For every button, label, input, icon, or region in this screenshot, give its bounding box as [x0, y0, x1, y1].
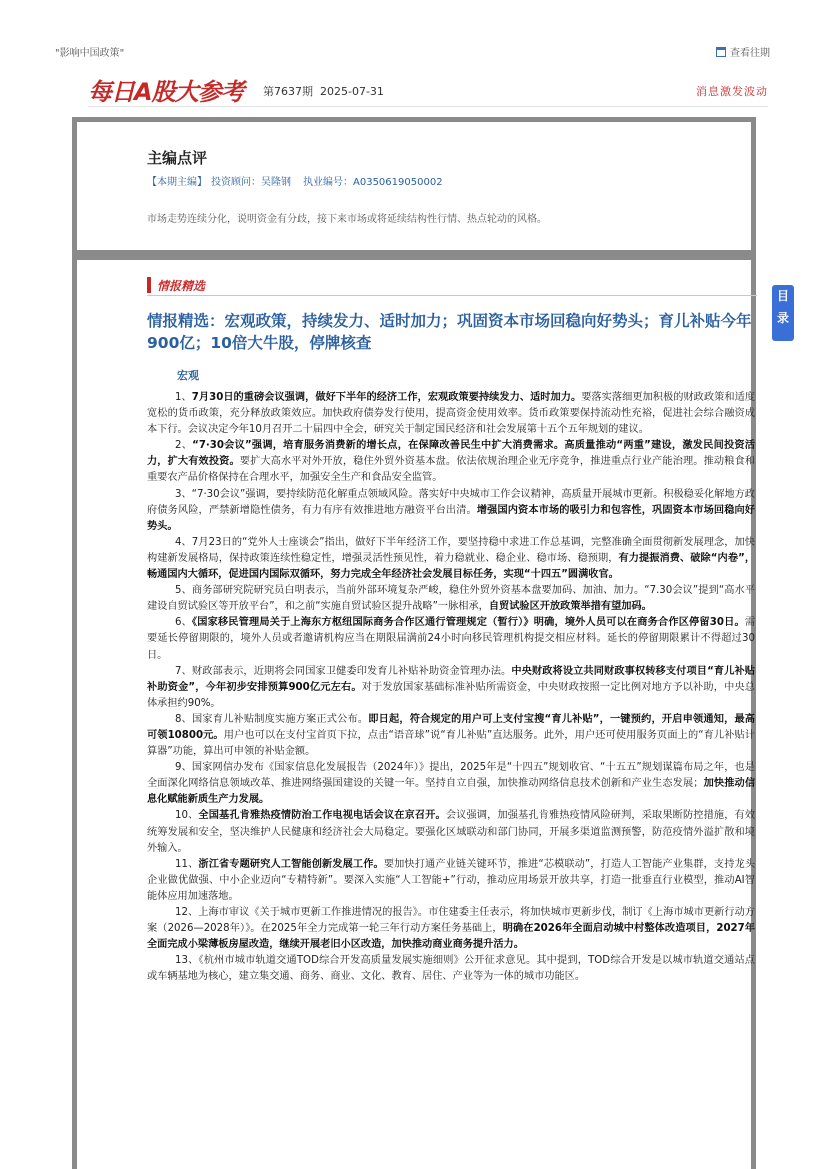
issue-info	[263, 83, 384, 99]
editor-role: 【本期主编】	[147, 177, 207, 188]
news-text: 要落实落细更加积极的财政政策和适度宽松的货币政策，充分释放政策效应。加快政府债券发行使用，提高资金使用效率。货币政策要保持流动性充裕，促进社会综合融资成本下行。会议决定今年10月召开二十届四中全会，研究关于制定国民经济和社会发展第十五个五年规划的建议。	[147, 392, 755, 436]
slogan: "影响中国政策"	[55, 48, 125, 59]
section-tag-bar	[147, 277, 151, 293]
news-text: 8、国家育儿补贴制度实施方案正式公布。	[175, 713, 369, 725]
news-text: 要加快打通产业链关键环节，推进“芯模联动”，打造人工智能产业集群，支持龙头企业做优做强、中小企业迈向“专精特新”。要深入实施“人工智能+”行动，推动应用场景开放共享，打造一批垂直行业模型，推动AI智能体应用加速落地。	[147, 858, 756, 902]
news-text: 11、	[175, 858, 199, 870]
news-highlight: 《国家移民管理局关于上海东方枢纽国际商务合作区通行管理规定（暂行）》明确，境外人员可以在商务合作区停留30日。	[192, 617, 745, 629]
intel-section	[72, 255, 756, 1169]
editor-comment: 市场走势连续分化，说明资金有分歧，接下来市场或将延续结构性行情、热点轮动的风格。	[147, 214, 547, 225]
calendar-icon	[716, 47, 726, 57]
news-highlight: 明确在2026年全面启动城中村整体改造项目，2027年全面完成小梁薄板房屋改造，继续开展老旧小区改造，加快推动商业商务提升活力。	[147, 923, 755, 951]
news-text: 对于发放国家基础标准补贴所需资金，中央财政按照一定比例对地方予以补助，中央总体承担约90%。	[147, 681, 755, 709]
news-item	[147, 438, 755, 486]
news-item	[147, 712, 755, 760]
advisor-name: 投资顾问：吴隆钢	[211, 177, 291, 188]
issue-date: 2025-07-31	[320, 85, 384, 98]
news-text: 需要延长停留期限的，境外人员或者邀请机构应当在期限届满前24小时向移民管理机构提交相应材料。延长的停留期限累计不得超过30日。	[147, 617, 755, 661]
news-item	[147, 857, 755, 905]
news-highlight: 中央财政将设立共同财政事权转移支付项目“育儿补贴补助资金”，今年初步安排预算900亿元左右。	[147, 665, 755, 693]
brand-logo: 每日A股大参考	[88, 78, 244, 106]
news-highlight: 全国基孔肯雅热疫情防治工作电视电话会议在京召开。	[198, 810, 446, 822]
section-tag-label: 情报精选	[157, 279, 206, 293]
news-item	[147, 535, 755, 583]
news-text: 5、商务部研究院研究员白明表示，当前外部环境复杂严峻，稳住外贸外资基本盘要加码、加油、加力。“7.30会议”提到“高水平建设自贸试验区等开放平台”，和之前“实施自贸试验区提升战略”一脉相承，	[147, 585, 755, 613]
news-item	[147, 615, 755, 663]
news-body	[147, 390, 755, 985]
news-text: 2、	[175, 440, 193, 452]
news-text: 6、	[175, 617, 192, 629]
news-highlight: 即日起，符合规定的用户可上支付宝搜“育儿补贴”，一键预约，开启申领通知，最高可领10800元。	[147, 713, 755, 741]
news-text: 12、上海市审议《关于城市更新工作推进情况的报告》。市住建委主任表示，将加快城市更新步伐，制订《上海市城市更新行动方案（2026—2028年）》。在2025年全力完成第一轮三年行动方案任务基础上，	[147, 907, 755, 935]
news-text: 10、	[175, 810, 199, 822]
news-text: 用户也可以在支付宝首页下拉，点击“语音球”说“育儿补贴”直达服务。此外，用户还可使用服务页面上的“育儿补贴计算器”功能，算出可申领的补贴金额。	[147, 729, 755, 758]
news-text: 会议强调，加强基孔肯雅热疫情风险研判，采取果断防控措施，有效统筹发展和安全，坚决维护人民健康和经济社会大局稳定。要强化区域联动和部门协同，开展多渠道监测预警，防范疫情外溢扩散和境外输入。	[147, 810, 756, 854]
news-item	[147, 905, 755, 953]
toc-tab[interactable]: 目录	[772, 285, 794, 341]
news-highlight: 增强国内资本市场的吸引力和包容性，巩固资本市场回稳向好势头。	[147, 504, 755, 532]
news-text: 9、国家网信办发布《国家信息化发展报告（2024年）》提出，2025年是“十四五”规划收官、“十五五”规划谋篇布局之年，也是全面深化网络信息领域改革、推进网络强国建设的关键一年。坚持自立自强，加快推动网络信息技术创新和产业生态发展；	[147, 762, 755, 790]
news-item	[147, 953, 755, 985]
news-text: 13、《杭州市城市轨道交通TOD综合开发高质量发展实施细则》公开征求意见。其中提到，TOD综合开发是以城市轨道交通站点或车辆基地为核心，建立集交通、商务、商业、文化、教育、居住、产业等为一体的城市功能区。	[147, 955, 755, 983]
news-item	[147, 664, 755, 712]
news-text: 3、“7·30会议”强调，要持续防范化解重点领域风险。落实好中央城市工作会议精神，高质量开展城市更新。积极稳妥化解地方政府债务风险，严禁新增隐性债务，有力有序有效推进地方融资平台出清。	[147, 488, 755, 516]
news-highlight: 自贸试验区开放政策举措有望加码。	[488, 601, 652, 613]
section-subhead: 宏观	[177, 369, 199, 382]
section-tag-line	[147, 295, 757, 296]
news-text: 4、7月23日的“党外人士座谈会”指出，做好下半年经济工作，要坚持稳中求进工作总基调，完整准确全面贯彻新发展理念，加快构建新发展格局，保持政策连续性稳定性，增强灵活性预见性，着力稳就业、稳企业、稳市场、稳预期，	[147, 536, 755, 564]
top-bar	[55, 42, 770, 60]
news-item	[147, 808, 755, 856]
news-item	[147, 487, 755, 535]
issue-number: 第7637期	[263, 85, 313, 98]
editor-comment-box	[72, 117, 756, 255]
news-item	[147, 760, 755, 808]
header-divider	[88, 106, 768, 107]
news-text: 要扩大高水平对外开放，稳住外贸外资基本盘。依法依规治理企业无序竞争，推进重点行业产能治理。推动粮食和重要农产品价格保持在合理水平，加强安全生产和食品安全监管。	[147, 456, 755, 484]
section-tag	[147, 274, 757, 296]
news-item	[147, 390, 755, 438]
news-highlight: 有力提振消费、破除“内卷”，畅通国内大循环，促进国内国际双循环，努力完成全年经济社会发展目标任务，实现“十四五”圆满收官。	[147, 552, 756, 581]
license-number: 执业编号：A0350619050002	[303, 177, 443, 188]
news-highlight: 7月30日的重磅会议强调，做好下半年的经济工作，宏观政策要持续发力、适时加力。	[191, 392, 582, 403]
news-text: 7、财政部表示，近期将会同国家卫健委印发育儿补贴补助资金管理办法。	[175, 665, 512, 677]
history-label[interactable]: 查看往期	[730, 48, 770, 59]
news-text: 1、	[175, 392, 192, 403]
editor-title: 主编点评	[147, 149, 208, 167]
news-item	[147, 583, 755, 615]
masthead	[88, 72, 768, 108]
news-highlight: 浙江省专题研究人工智能创新发展工作。	[198, 858, 384, 870]
history-link[interactable]	[716, 44, 770, 59]
section-headline: 情报精选：宏观政策，持续发力、适时加力；巩固资本市场回稳向好势头；育儿补贴今年900亿；10倍大牛股，停牌核查	[147, 312, 752, 352]
news-highlight: 加快推动信息化赋能新质生产力发展。	[147, 778, 756, 806]
editor-meta	[147, 173, 443, 188]
tagline: 消息激发波动	[696, 85, 768, 98]
news-highlight: “7·30会议”强调，培育服务消费新的增长点，在保障改善民生中扩大消费需求。高质量推动“两重”建设，激发民间投资活力，扩大有效投资。	[147, 440, 755, 468]
